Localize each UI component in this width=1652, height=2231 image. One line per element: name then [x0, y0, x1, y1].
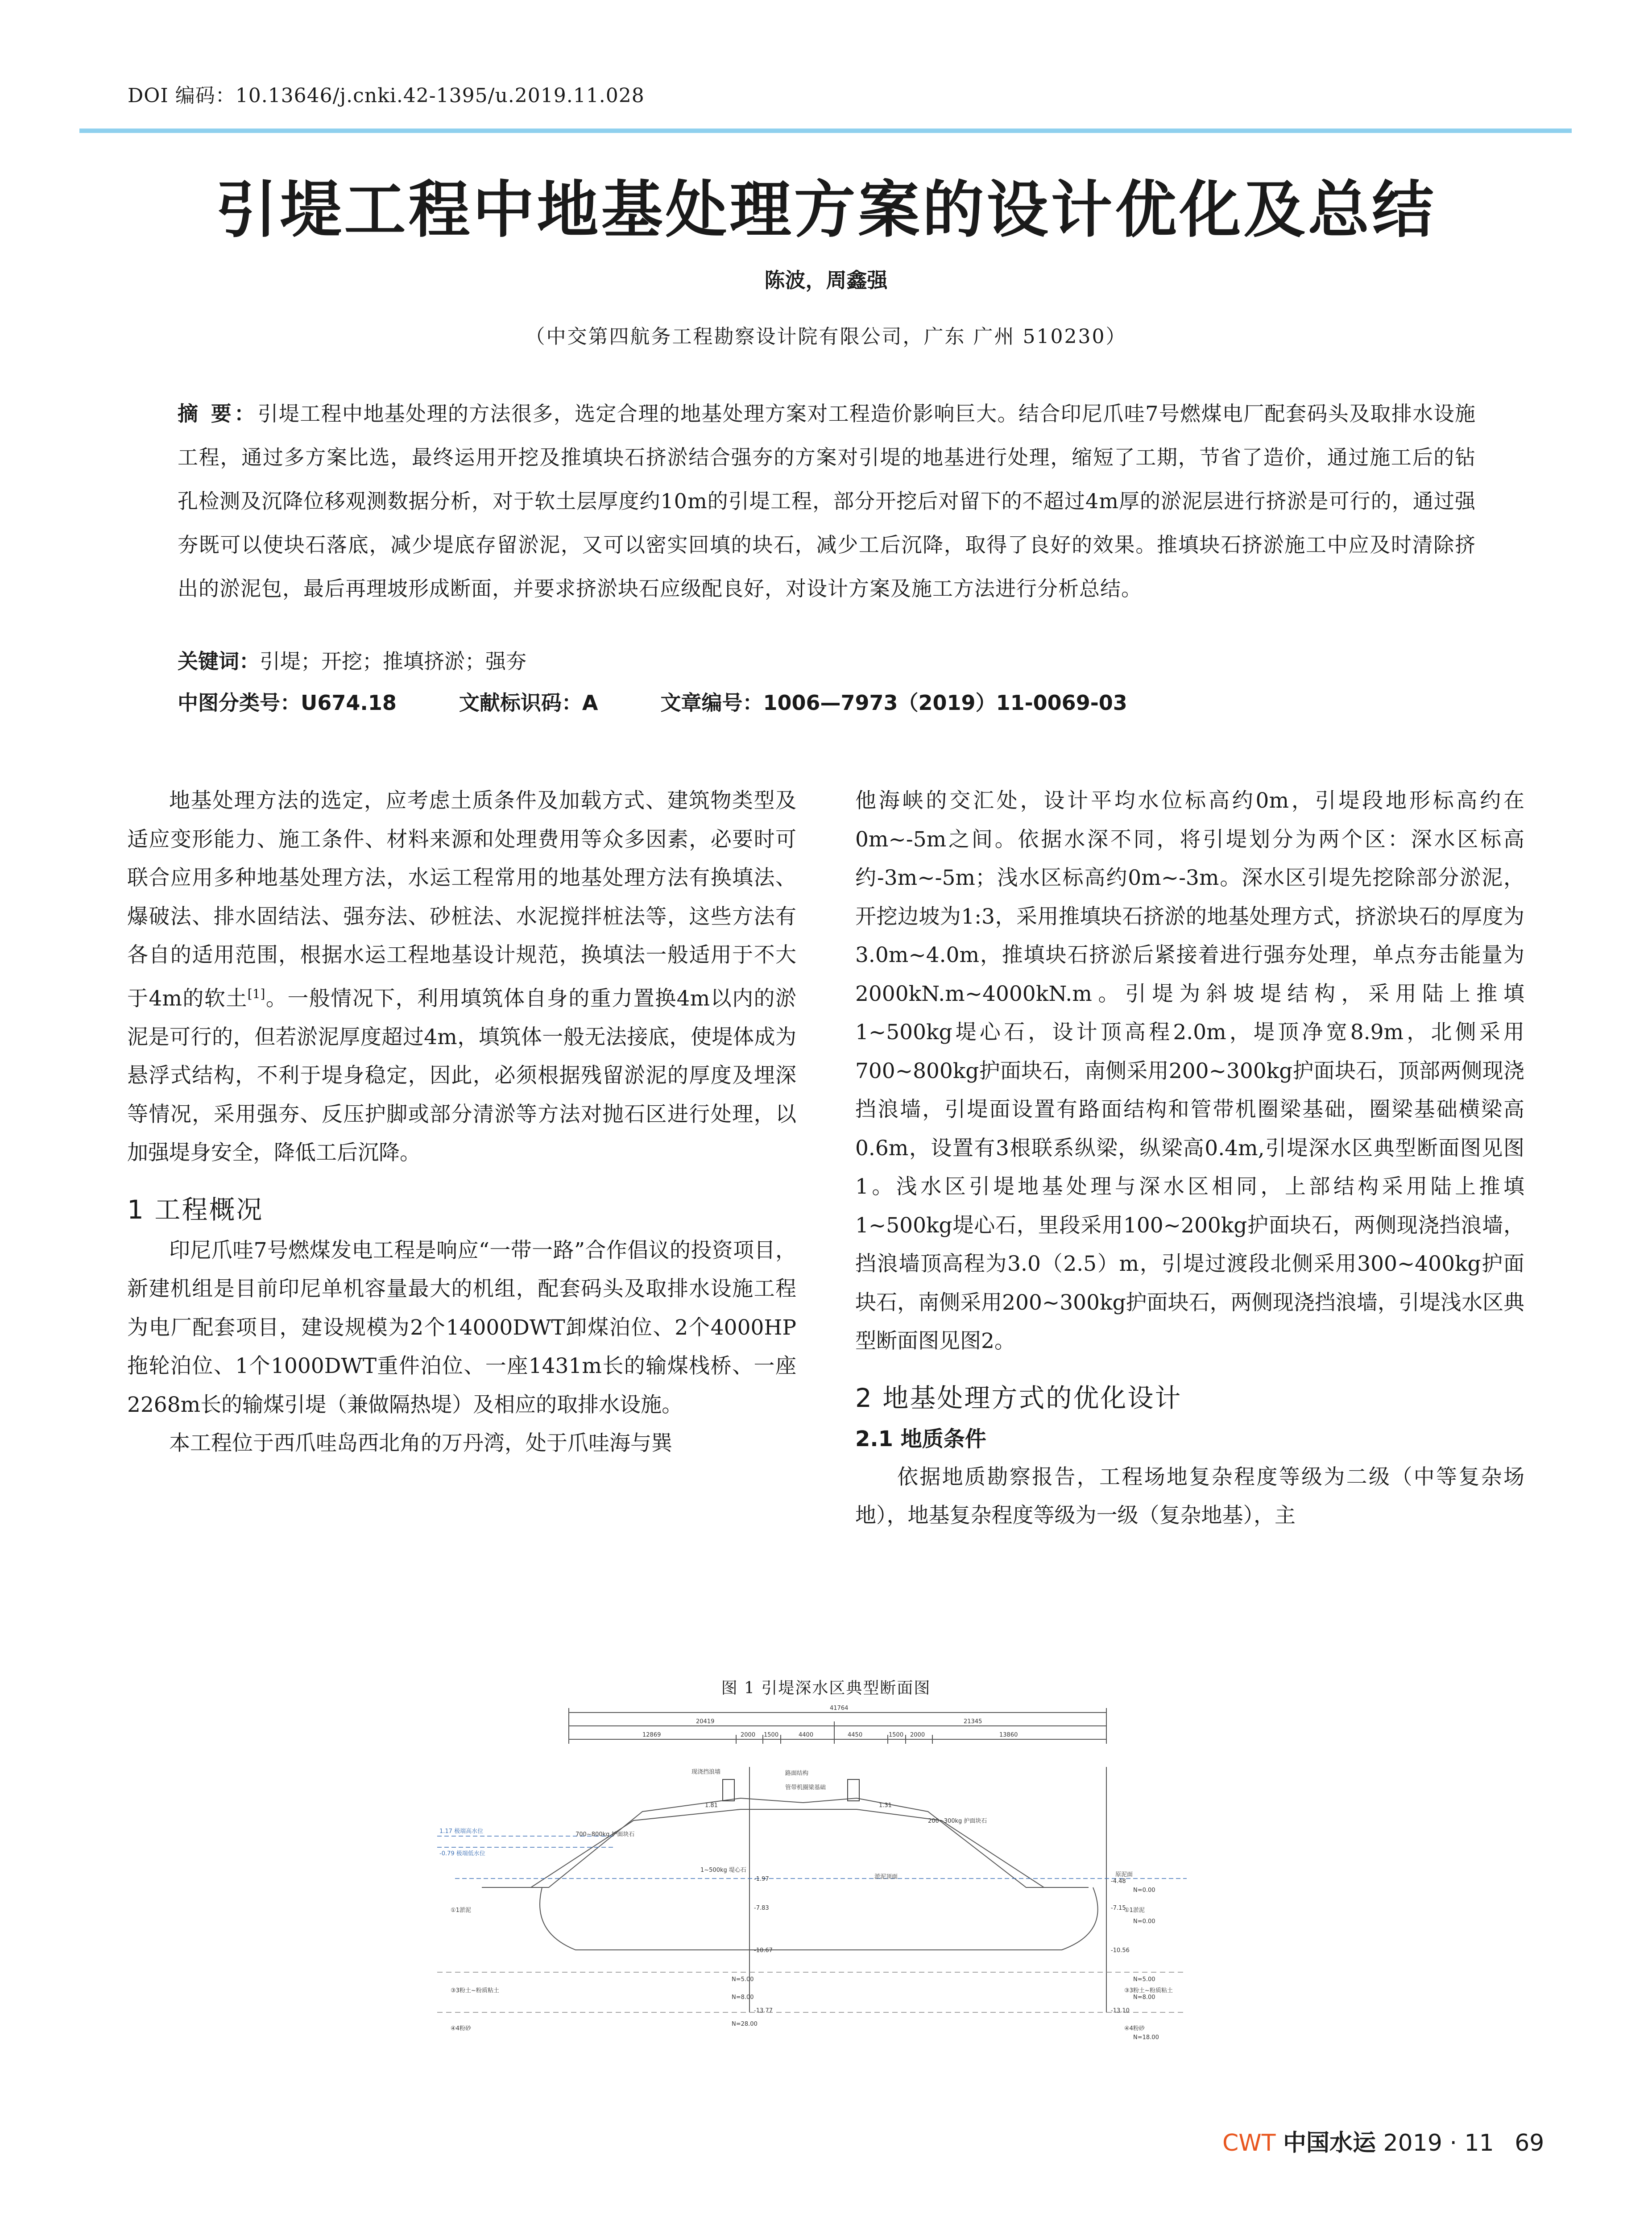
label-road: 路面结构: [785, 1770, 809, 1777]
dim-seg-8: 13860: [999, 1732, 1018, 1738]
dim-seg-6: 1500: [889, 1732, 904, 1738]
classification-line: [178, 685, 1476, 721]
elev-mid-3: -10.67: [754, 1947, 773, 1954]
label-high-water: 1.17 极端高水位: [439, 1828, 484, 1835]
section-heading-2: 2 地基处理方式的优化设计: [855, 1382, 1182, 1413]
elev-right-2: -7.15: [1111, 1905, 1126, 1912]
left-column: [127, 782, 796, 1463]
label-seabed: 原泥面: [1115, 1871, 1133, 1878]
dim-seg-1: 12869: [642, 1732, 661, 1738]
label-armor-left: 700~800kg 护面块石: [576, 1831, 635, 1838]
elev-right-3: -10.56: [1111, 1947, 1130, 1954]
keywords-text: 引堤；开挖；推填挤淤；强夯: [260, 649, 526, 673]
dim-total: 41764: [830, 1705, 849, 1712]
elev-right-1: -4.48: [1111, 1878, 1126, 1885]
layer-1-left: ①1淤泥: [451, 1907, 471, 1914]
label-wall-left: 现浇挡浪墙: [691, 1769, 721, 1775]
dim-seg-4: 4400: [799, 1732, 814, 1738]
layer-3-right: ④4粉砂: [1124, 2025, 1145, 2032]
dim-seg-2: 2000: [741, 1732, 756, 1738]
dim-seg-3: 1500: [764, 1732, 779, 1738]
section-heading-1: 1 工程概况: [127, 1194, 264, 1225]
dim-right-half: 21345: [964, 1718, 982, 1725]
elev-mid-2: -7.83: [754, 1905, 769, 1912]
dim-left-half: 20419: [696, 1718, 715, 1725]
figure-caption: 图 1 引堤深水区典型断面图: [721, 1679, 931, 1697]
elev-right-4: -13.10: [1111, 2007, 1130, 2014]
layer-2-left: ③3粉土~粉质粘土: [451, 1987, 499, 1994]
elev-mid-1: -1.97: [754, 1876, 769, 1883]
structure-paragraph: 他海峡的交汇处，设计平均水位标高约0m，引堤段地形标高约在0m~-5m之间。依据水深不同，将引堤划分为两个区：深水区标高约-3m~-5m；浅水区标高约0m~-3m。深水区引堤先挖除部分淤泥，开挖边坡为1:3，采用推填块石挤淤的地基处理方式，挤淤块石的厚度为3.0m~4.0m，推填块石挤淤后紧接着进行强夯处理，单点夯击能量为2000kN.m~4000kN.m。引堤为斜坡堤结构，采用陆上推填1~500kg堤心石，设计顶高程2.0m，堤顶净宽8.9m，北侧采用700~800kg护面块石，南侧采用200~300kg护面块石，顶部两侧现浇挡浪墙，引堤面设置有路面结构和管带机圈梁基础，圈梁基础横梁高0.6m，设置有3根联系纵梁，纵梁高0.4m,引堤深水区典型断面图见图1。浅水区引堤地基处理与深水区相同，上部结构采用陆上推填1~500kg堤心石，里段采用100~200kg护面块石，两侧现浇挡浪墙，挡浪墙顶高程为3.0（2.5）m，引堤过渡段北侧采用300~400kg护面块石，南侧采用200~300kg护面块石，两侧现浇挡浪墙，引堤浅水区典型断面图见图2。: [855, 788, 1524, 1353]
subsection-heading-2-1: 2.1 地质条件: [855, 1426, 986, 1451]
paper-title: 引堤工程中地基处理方案的设计优化及总结: [215, 173, 1437, 246]
elev-top-right: 1.31: [879, 1802, 892, 1809]
abstract-label: 摘 要：: [178, 402, 258, 426]
affiliation: （中交第四航务工程勘察设计院有限公司，广东 广州 510230）: [525, 325, 1127, 348]
doi-line: DOI 编码：10.13646/j.cnki.42-1395/u.2019.11.028: [128, 84, 645, 107]
label-pipe: 管带机圈梁基础: [785, 1784, 826, 1791]
label-mud-top: 淤泥顶面: [874, 1874, 898, 1880]
page-footer: [1222, 2124, 1544, 2157]
overview-paragraph: 印尼爪哇7号燃煤发电工程是响应“一带一路”合作倡议的投资项目，新建机组是目前印尼单机容量最大的机组，配套码头及取排水设施工程为电厂配套项目，建设规模为2个14000DWT卸煤泊位、2个4000HP拖轮泊位、1个1000DWT重件泊位、一座1431m长的输煤栈桥、一座2268m长的输煤引堤（兼做隔热堤）及相应的取排水设施。: [127, 1238, 796, 1417]
n-left-1: N=5.00: [732, 1976, 754, 1983]
layer-3-left: ④4粉砂: [451, 2025, 471, 2032]
elev-mid-4: -13.77: [754, 2007, 773, 2014]
authors: 陈波，周鑫强: [764, 268, 888, 292]
dim-seg-7: 2000: [910, 1732, 925, 1738]
elev-top-left: 1.81: [705, 1802, 718, 1809]
label-armor-right: 200~300kg 护面块石: [928, 1818, 987, 1825]
n-right-5: N=18.00: [1133, 2034, 1159, 2041]
n-right-3: N=5.00: [1133, 1976, 1155, 1983]
keywords-label: 关键词：: [178, 649, 260, 673]
journal-issue: 2019 · 11: [1383, 2130, 1494, 2156]
n-left-3: N=28.00: [732, 2021, 758, 2028]
article-number: 文章编号：1006—7973（2019）11-0069-03: [660, 691, 1127, 715]
journal-logo-cwt: CWT: [1222, 2130, 1276, 2156]
journal-name: 中国水运: [1283, 2129, 1376, 2156]
document-code: 文献标识码：A: [459, 691, 598, 715]
abstract: [178, 392, 1476, 610]
label-low-water: -0.79 极端低水位: [439, 1850, 485, 1857]
intro-paragraph: 地基处理方法的选定，应考虑土质条件及加载方式、建筑物类型及适应变形能力、施工条件、材料来源和处理费用等众多因素，必要时可联合应用多种地基处理方法，水运工程常用的地基处理方法有换填法、爆破法、排水固结法、强夯法、砂桩法、水泥搅拌桩法等，这些方法有各自的适用范围，根据水运工程地基设计规范，换填法一般适用于不大于4m的软土[1]。一般情况下，利用填筑体自身的重力置换4m以内的淤泥是可行的，但若淤泥厚度超过4m，填筑体一般无法接底，使堤体成为悬浮式结构，不利于堤身稳定，因此，必须根据残留淤泥的厚度及埋深等情况，采用强夯、反压护脚或部分清淤等方法对抛石区进行处理，以加强堤身安全，降低工后沉降。: [127, 788, 796, 1165]
page-number: 69: [1515, 2130, 1544, 2156]
citation-ref: [1]: [247, 986, 265, 1001]
n-right-4: N=8.00: [1133, 1994, 1155, 2001]
label-core: 1~500kg 堤心石: [700, 1867, 746, 1874]
dim-seg-5: 4450: [848, 1732, 863, 1738]
keywords: [178, 643, 1476, 679]
n-left-2: N=8.00: [732, 1994, 754, 2001]
n-right-1: N=0.00: [1133, 1887, 1155, 1894]
clc-number: 中图分类号：U674.18: [178, 691, 397, 715]
right-column: [855, 782, 1524, 1535]
n-right-2: N=0.00: [1133, 1918, 1155, 1925]
abstract-text: 引堤工程中地基处理的方法很多，选定合理的地基处理方案对工程造价影响巨大。结合印尼爪哇7号燃煤电厂配套码头及取排水设施工程，通过多方案比选，最终运用开挖及推填块石挤淤结合强夯的方案对引堤的地基进行处理，缩短了工期，节省了造价，通过施工后的钻孔检测及沉降位移观测数据分析，对于软土层厚度约10m的引堤工程，部分开挖后对留下的不超过4m厚的淤泥层进行挤淤是可行的，通过强夯既可以使块石落底，减少堤底存留淤泥，又可以密实回填的块石，减少工后沉降，取得了良好的效果。推填块石挤淤施工中应及时清除挤出的淤泥包，最后再理坡形成断面，并要求挤淤块石应级配良好，对设计方案及施工方法进行分析总结。: [178, 402, 1476, 601]
location-paragraph: 本工程位于西爪哇岛西北角的万丹湾，处于爪哇海与巽: [169, 1431, 672, 1456]
layer-2-right: ③3粉土~粉质粘土: [1124, 1987, 1173, 1994]
cross-section-figure: [428, 1700, 1227, 2070]
header-divider: [79, 129, 1572, 133]
layer-1-right: ①1淤泥: [1124, 1907, 1145, 1914]
geology-paragraph: 依据地质勘察报告，工程场地复杂程度等级为二级（中等复杂场地），地基复杂程度等级为一级（复杂地基），主: [855, 1464, 1524, 1528]
